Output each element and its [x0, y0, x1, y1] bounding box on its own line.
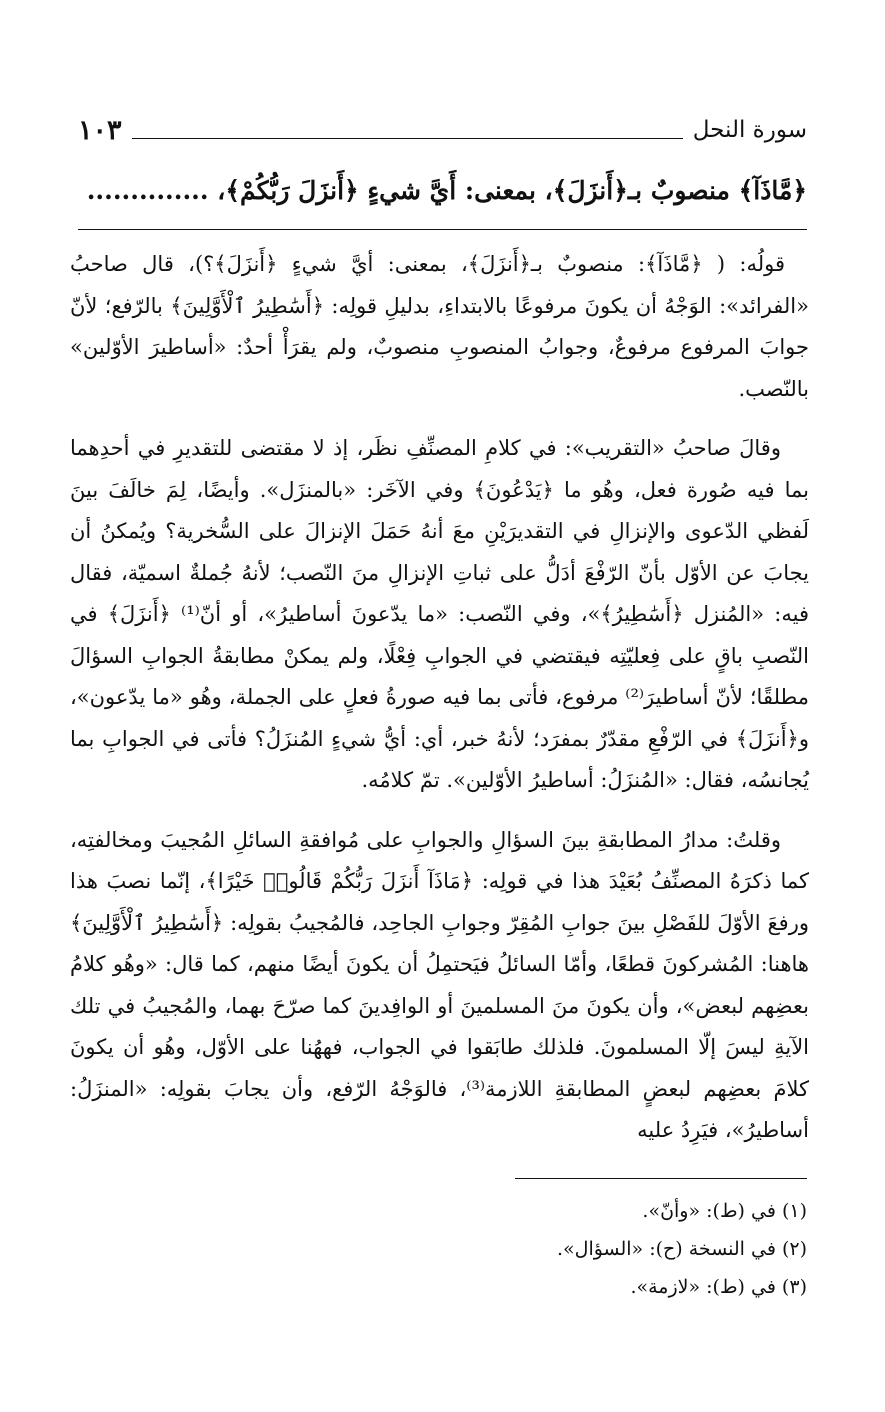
- footnotes: [300, 1192, 807, 1306]
- footnote: (١) في (ط): «وأنّ».: [642, 1200, 807, 1222]
- footnote-rule: [515, 1178, 807, 1179]
- page-number: ١٠٣: [78, 114, 122, 146]
- surah-name: سورة النحل: [692, 117, 807, 143]
- section-heading: ﴿مَّاذَآ﴾ منصوبٌ بـ﴿أَنزَلَ﴾، بمعنى: أَيَّ شيءٍ ﴿أَنزَلَ رَبُّكُمْ﴾، ..............: [86, 176, 807, 205]
- footnote: (٣) في (ط): «لازمة».: [630, 1276, 807, 1298]
- paragraph: وقلتُ: مدارُ المطابقةِ بينَ السؤالِ والجوابِ على مُوافقةِ السائلِ المُجيبَ ومخالفتِه، كما ذكرَهُ المصنِّفُ بُعَيْدَ هذا في قولِه: ﴿مَاذَآ أَنزَلَ رَبُّكُمْ قَالُوا۟ خَيْرًا﴾، إنّما نصبَ هذا ورفعَ الأوّلَ للفَصْلِ بينَ جوابِ المُقِرّ وجوابِ الجاحِد، فالمُجيبُ بقولِه: ﴿أَسَٰطِيرُ ٱلْأَوَّلِينَ﴾ هاهنا: المُشركونَ قطعًا، وأمّا السائلُ فيَحتمِلُ أن يكونَ أيضًا منهم، كما قال: «وهُو كلامُ بعضِهم لبعض»، وأن يكونَ منَ المسلمينَ أو الوافِدينَ كما صرّحَ بهما، والمُجيبُ في تلك الآيةِ ليسَ إلّا المسلمونَ. فلذلك طابَقوا في الجواب، فههُنا على الأوّل، وهُو أن يكونَ كلامَ بعضِهم لبعضٍ المطابقةِ اللازمة⁽³⁾، فالوَجْهُ الرّفع، وأن يجابَ بقولِه: «المنزَلُ: أساطيرُ»، فيَرِدُ عليه: [70, 827, 809, 1142]
- header-rule: [132, 138, 683, 139]
- paragraph: وقالَ صاحبُ «التقريب»: في كلامِ المصنِّفِ نظَر، إذ لا مقتضى للتقديرِ في أحدِهما بما فيه صُورة فعل، وهُو ما ﴿يَدْعُونَ﴾ وفي الآخَر: «بالمنزَل». وأيضًا، لِمَ خالَفَ بينَ لَفظي الدّعوى والإنزالِ في التقديرَيْنِ معَ أنهُ حَمَلَ الإنزالَ على السُّخرية؟ ويُمكنُ أن يجابَ عن الأوّل بأنّ الرّفْعَ أدَلُّ على ثباتِ الإنزالِ منَ النّصب؛ لأنهُ جُملةٌ اسميّة، فقال فيه: «المُنزل ﴿أَسَٰطِيرُ﴾»، وفي النّصب: «ما يدّعونَ أساطيرُ»، أو أنّ⁽¹⁾ ﴿أَنزَلَ﴾ في النّصبِ باقٍ على فِعليّتِه فيقتضي في الجوابِ فِعْلًا، ولم يمكنْ مطابقةُ الجوابِ السؤالَ مطلقًا؛ لأنّ أساطيرَ⁽²⁾ مرفوع، فأتى بما فيه صورةُ فعلٍ على الجملة، وهُو «ما يدّعون»، و﴿أَنزَلَ﴾ في الرّفْعِ مقدّرٌ بمفرَد؛ لأنهُ خبر، أي: أيُّ شيءٍ المُنزَلُ؟ فأتى في الجوابِ بما يُجانسُه، فقال: «المُنزَلُ: أساطيرُ الأوّلين». تمّ كلامُه.: [70, 436, 810, 792]
- body-text: [70, 244, 809, 1170]
- paragraph: قولُه: ( ﴿مَّاذَآ﴾: منصوبٌ بـ﴿أَنزَلَ﴾، بمعنى: أيَّ شيءٍ ﴿أَنزَلَ﴾؟)، قال صاحبُ «الفرائد»: الوَجْهُ أن يكونَ مرفوعًا بالابتداءِ، بدليلِ قولِه: ﴿أَسَٰطِيرُ ٱلْأَوَّلِينَ﴾ بالرّفع؛ لأنّ جوابَ المرفوع مرفوعٌ، وجوابُ المنصوبِ منصوبٌ، ولم يقرَأْ أحدٌ: «أساطيرَ الأوّلين» بالنّصب.: [70, 252, 809, 401]
- running-head: [78, 110, 807, 150]
- footnote: (٢) في النسخة (ح): «السؤال».: [556, 1238, 807, 1260]
- heading-rule: [78, 229, 807, 230]
